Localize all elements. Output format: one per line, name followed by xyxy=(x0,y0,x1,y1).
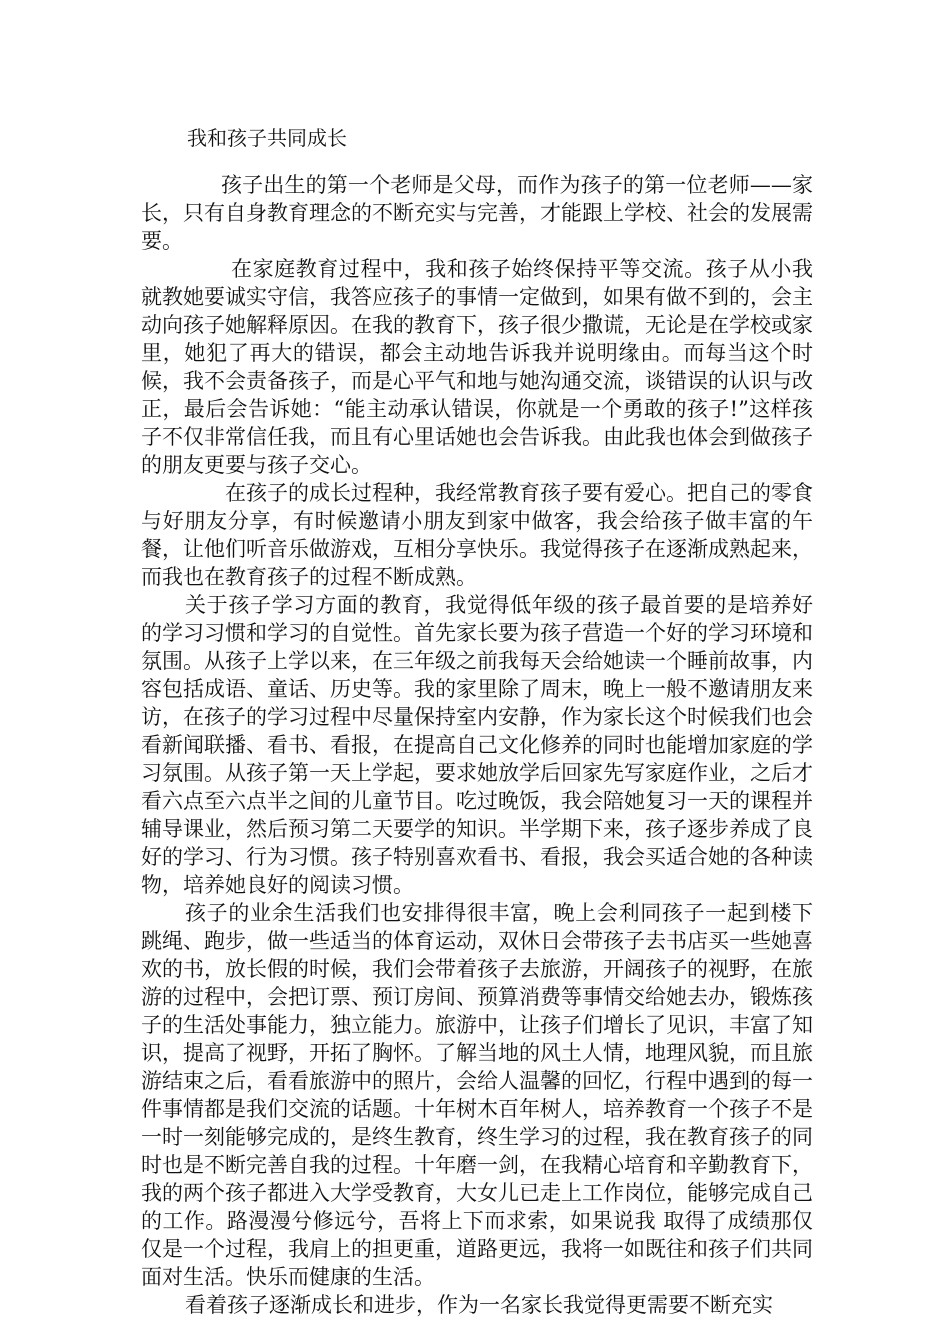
paragraph-3: 在孩子的成长过程种，我经常教育孩子要有爱心。把自己的零食与好朋友分享，有时候邀请小朋友到家中做客，我会给孩子做丰富的午餐，让他们听音乐做游戏，互相分享快乐。我觉得孩子在逐渐成熟起来，而我也在教育孩子的过程不断成熟。 xyxy=(141,481,813,589)
document-title: 我和孩子共同成长 xyxy=(187,126,347,150)
paragraph-4: 关于孩子学习方面的教育，我觉得低年级的孩子最首要的是培养好的学习习惯和学习的自觉性。首先家长要为孩子营造一个好的学习环境和氛围。从孩子上学以来，在三年级之前我每天会给她读一个睡前故事，内容包括成语、童话、历史等。我的家里除了周末，晚上一般不邀请朋友来访，在孩子的学习过程中尽量保持室内安静，作为家长这个时候我们也会看新闻联播、看书、看报，在提高自己文化修养的同时也能增加家庭的学习氛围。从孩子第一天上学起，要求她放学后回家先写家庭作业，之后才看六点至六点半之间的儿童节目。吃过晚饭，我会陪她复习一天的课程并辅导课业，然后预习第二天要学的知识。半学期下来，孩子逐步养成了良好的学习、行为习惯。孩子特别喜欢看书、看报，我会买适合她的各种读物，培养她良好的阅读习惯。 xyxy=(141,593,813,897)
paragraph-1: 孩子出生的第一个老师是父母，而作为孩子的第一位老师——家长，只有自身教育理念的不断充实与完善，才能跟上学校、社会的发展需要。 xyxy=(141,173,813,253)
paragraph-5: 孩子的业余生活我们也安排得很丰富，晚上会利同孩子一起到楼下跳绳、跑步，做一些适当的体育运动，双休日会带孩子去书店买一些她喜欢的书，放长假的时候，我们会带着孩子去旅游，开阔孩子的视野，在旅游的过程中，会把订票、预订房间、预算消费等事情交给她去办，锻炼孩子的生活处事能力，独立能力。旅游中，让孩子们增长了见识，丰富了知识，提高了视野，开拓了胸怀。了解当地的风土人情，地理风貌，而且旅游结束之后，看看旅游中的照片，会给人温馨的回忆，行程中遇到的每一件事情都是我们交流的话题。十年树木百年树人，培养教育一个孩子不是一时一刻能够完成的，是终生教育，终生学习的过程，我在教育孩子的同时也是不断完善自我的过程。十年磨一剑，在我精心培育和辛勤教育下，我的两个孩子都进入大学受教育，大女儿已走上工作岗位，能够完成自己的工作。路漫漫兮修远兮，吾将上下而求索，如果说我 取得了成绩那仅仅是一个过程，我肩上的担更重，道路更远，我将一如既往和孩子们共同面对生活。快乐而健康的生活。 xyxy=(141,901,813,1289)
paragraph-6: 看着孩子逐渐成长和进步，作为一名家长我觉得更需要不断充实 xyxy=(185,1293,773,1317)
paragraph-2: 在家庭教育过程中，我和孩子始终保持平等交流。孩子从小我就教她要诚实守信，我答应孩子的事情一定做到，如果有做不到的，会主动向孩子她解释原因。在我的教育下，孩子很少撒谎，无论是在学校或家里，她犯了再大的错误，都会主动地告诉我并说明缘由。而每当这个时候，我不会责备孩子，而是心平气和地与她沟通交流，谈错误的认识与改正，最后会告诉她：“能主动承认错误，你就是一个勇敢的孩子!”这样孩子不仅非常信任我，而且有心里话她也会告诉我。由此我也体会到做孩子的朋友更要与孩子交心。 xyxy=(141,257,813,477)
document-body xyxy=(141,171,813,1319)
